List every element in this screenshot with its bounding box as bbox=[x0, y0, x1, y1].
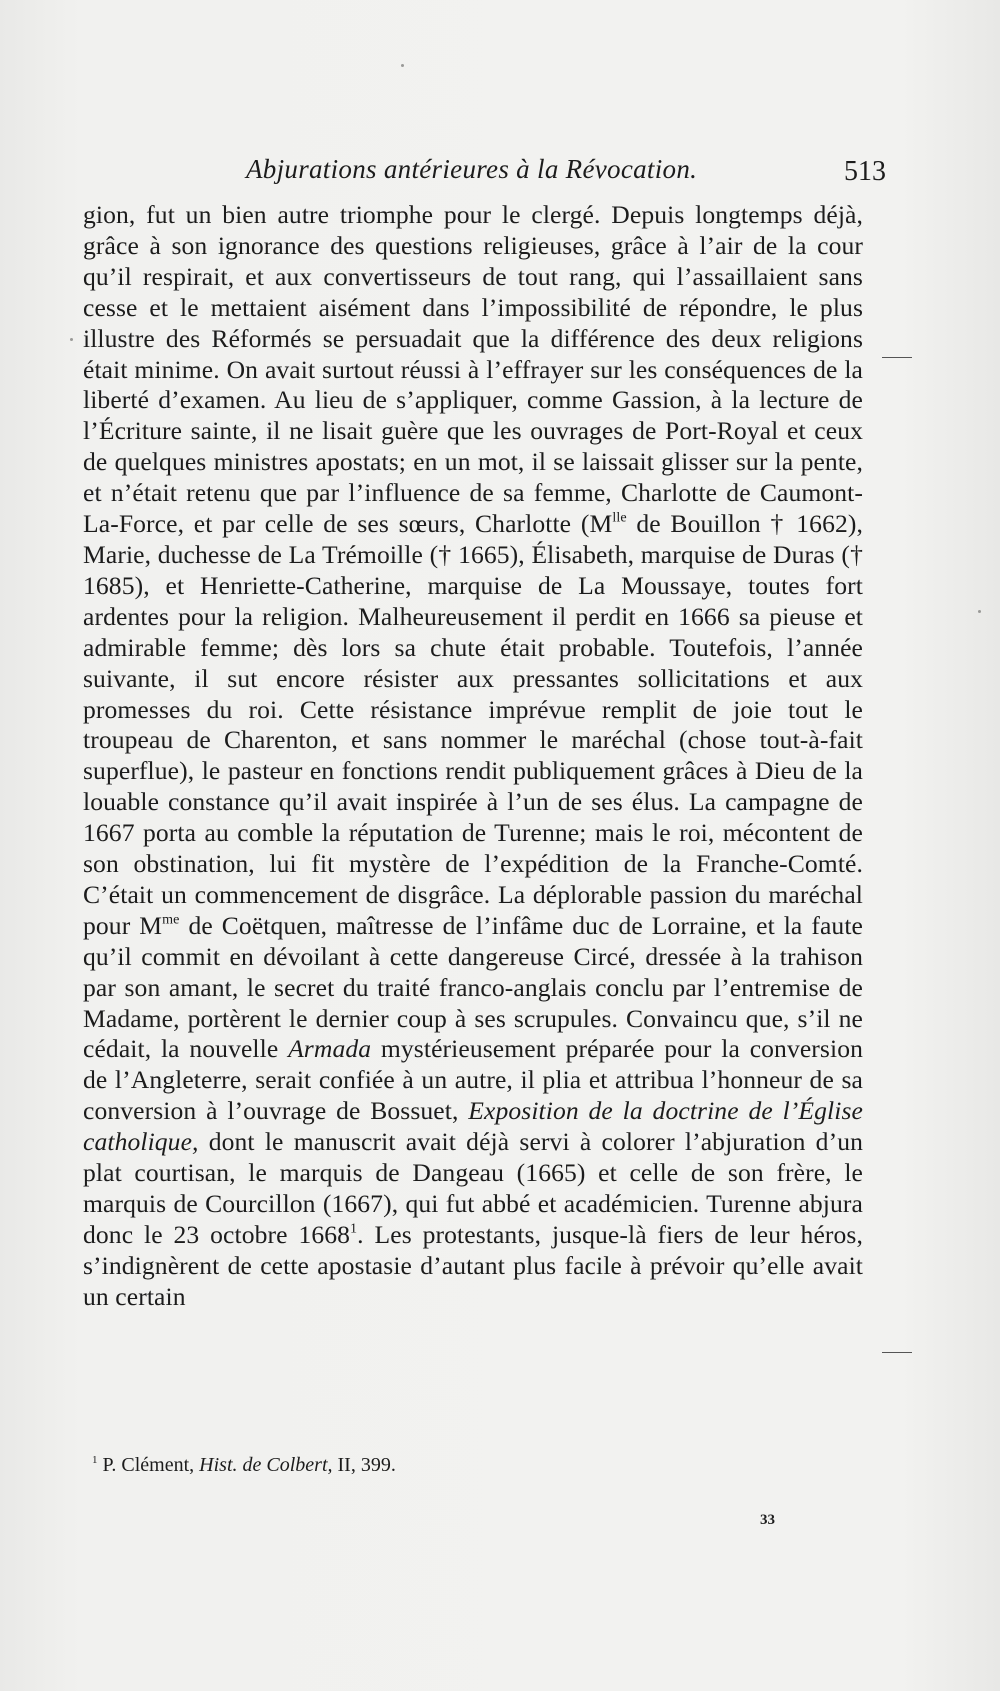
margin-mark bbox=[882, 357, 912, 358]
paper-speck bbox=[978, 610, 981, 613]
footnote-ref: II, 399. bbox=[332, 1454, 396, 1476]
main-text bbox=[83, 200, 863, 1313]
footnote-author: P. Clément, bbox=[97, 1454, 200, 1476]
footnote-reference: 1 bbox=[350, 1220, 358, 1237]
signature-mark: 33 bbox=[760, 1512, 775, 1528]
footnote bbox=[92, 1454, 852, 1477]
italic-title: Exposition de la doctrine de l’Église catholique, bbox=[83, 1096, 863, 1157]
page-number: 513 bbox=[844, 156, 886, 187]
main-paragraph bbox=[83, 200, 863, 1313]
text-segment: mystérieusement préparée pour la conversion de l’Angleterre, serait confiée à un autre, il plia et attribua l’honneur de sa conversion à l’ouvrage de Bossuet, bbox=[83, 1034, 863, 1126]
paper-speck bbox=[401, 64, 404, 67]
text-segment: gion, fut un bien autre triomphe pour le clergé. Depuis longtemps déjà, grâce à son ignorance des questions religieuses, grâce à l’air de la cour qu’il respirait, et aux convertisseurs de tout rang, qui l’assaillaient sans cesse et le mettaient aisément dans l’impossibilité de répondre, le plus illustre des Réformés se persuadait que la différence des deux religions était minime. On avait surtout réussi à l’effrayer sur les conséquences de la liberté d’examen. Au lieu de s’appliquer, comme Gassion, à la lecture de l’Écriture sainte, il ne lisait guère que les ouvrages de Port-Royal et ceux de quelques ministres apostats; en un mot, il se laissait glisser sur la pente, et n’était retenu que par l’influence de sa femme, Charlotte de Caumont-La-Force, et par celle de ses sœurs, Charlotte (M bbox=[83, 200, 863, 539]
italic-term: Armada bbox=[288, 1034, 372, 1064]
text-segment: dont le manuscrit avait déjà servi à colorer l’abjuration d’un plat courtisan, le marquis de Dangeau (1665) et celle de son frère, le marquis de Courcillon (1667), qui fut abbé et académicien. Turenne abjura donc le 23 octobre 1668 bbox=[83, 1127, 863, 1249]
text-segment: . Les protestants, jusque-là fiers de leur héros, s’indignèrent de cette apostasie d’autant plus facile à prévoir qu’elle avait un certain bbox=[83, 1219, 863, 1311]
footnote-work: Hist. de Colbert, bbox=[199, 1454, 333, 1476]
margin-mark bbox=[882, 1352, 912, 1353]
running-title: Abjurations antérieures à la Révocation. bbox=[246, 154, 698, 184]
superscript: lle bbox=[612, 509, 627, 526]
superscript: me bbox=[162, 911, 180, 928]
text-segment: de Bouillon † 1662), Marie, duchesse de La Trémoille († 1665), Élisabeth, marquise de Duras († 1685), et Henriette-Catherine, marquise de La Moussaye, toutes fort ardentes pour la religion. Malheureusement il perdit en 1666 sa pieuse et admirable femme; dès lors sa chute était probable. Toutefois, l’année suivante, il sut encore résister aux pressantes sollicitations et aux promesses du roi. Cette résistance imprévue remplit de joie tout le troupeau de Charenton, et sans nommer le maréchal (chose tout-à-fait superflue), le pasteur en fonctions rendit publiquement grâces à Dieu de la louable constance qu’il avait inspirée à l’un de ses élus. La campagne de 1667 porta au comble la réputation de Turenne; mais le roi, mécontent de son obstination, lui fit mystère de l’expédition de la Franche-Comté. C’était un commencement de disgrâce. La déplorable passion du maréchal pour M bbox=[83, 509, 863, 940]
paper-speck bbox=[70, 338, 73, 341]
text-segment: de Coëtquen, maîtresse de l’infâme duc de Lorraine, et la faute qu’il commit en dévoilant à cette dangereuse Circé, dressée à la trahison par son amant, le secret du traité franco-anglais conclu par l’entremise de Madame, portèrent le dernier coup à ses scrupules. Convaincu que, s’il ne cédait, la nouvelle bbox=[83, 910, 863, 1064]
footnote-marker: 1 bbox=[92, 1453, 98, 1466]
page-header bbox=[86, 154, 886, 194]
